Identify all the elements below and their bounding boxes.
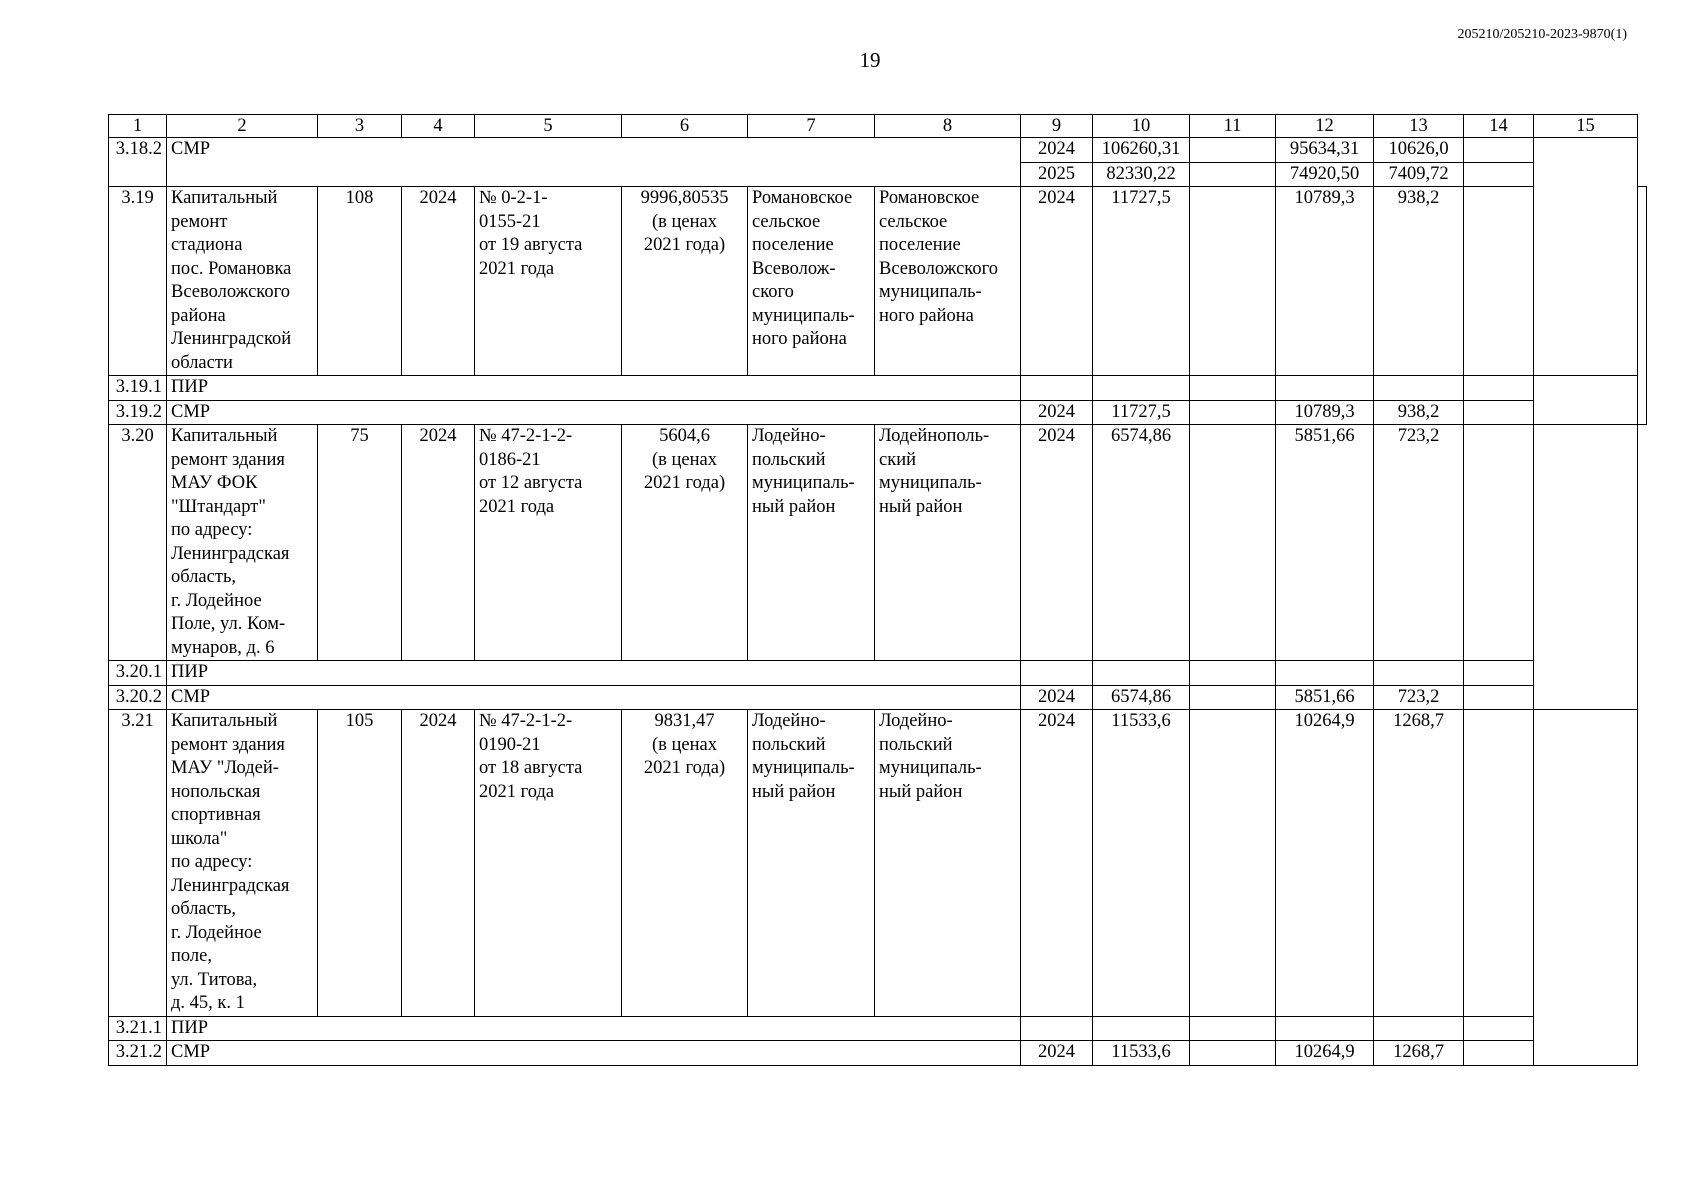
text-line: муниципаль-: [752, 305, 855, 326]
year-cell: 2024: [1021, 710, 1093, 1017]
table-row: [109, 685, 1647, 710]
total-cell: 82330,22: [1093, 162, 1190, 187]
total-cell: 11727,5: [1093, 400, 1190, 425]
expertise-cell: [475, 425, 622, 661]
capacity-cell: 105: [318, 710, 402, 1017]
other-cell: [1464, 400, 1534, 425]
customer-cell: [748, 710, 875, 1017]
text-line: № 47-2-1-2-: [479, 426, 573, 446]
regional-cell: 5851,66: [1276, 685, 1374, 710]
text-line: (в ценах: [652, 449, 717, 470]
text-line: спортивная: [171, 805, 261, 825]
regional-cell: 10789,3: [1276, 400, 1374, 425]
text-line: Капитальный: [171, 711, 278, 731]
other-cell: [1464, 376, 1534, 401]
text-line: 0155-21: [479, 211, 541, 232]
row-number: 3.19: [109, 187, 167, 376]
document-id: 205210/205210-2023-9870(1): [1457, 27, 1627, 42]
local-cell: [1374, 661, 1464, 686]
text-line: 2021 года): [643, 473, 726, 493]
other-cell: [1464, 685, 1534, 710]
estimate-cell: [622, 425, 748, 661]
text-line: ный район: [752, 781, 836, 802]
text-line: "Штандарт": [171, 496, 266, 517]
text-line: польский: [879, 734, 953, 755]
text-line: Лодейно-: [752, 711, 826, 731]
text-line: Романовское: [752, 188, 853, 208]
note-cell: [1638, 187, 1647, 425]
regional-cell: [1276, 1016, 1374, 1041]
regional-cell: [1276, 661, 1374, 686]
text-line: (в ценах: [652, 211, 717, 232]
row-number: 3.21: [109, 710, 167, 1017]
regional-cell: 10264,9: [1276, 710, 1374, 1017]
text-line: от 19 августа: [479, 235, 583, 255]
local-cell: [1374, 376, 1464, 401]
table-row: [109, 138, 1647, 163]
local-cell: 723,2: [1374, 425, 1464, 661]
federal-cell: [1190, 710, 1276, 1017]
customer-cell: [748, 425, 875, 661]
text-line: ный район: [752, 496, 836, 517]
stage-name: СМР: [167, 685, 1021, 710]
local-cell: 938,2: [1374, 187, 1464, 376]
text-line: мунаров, д. 6: [171, 637, 275, 658]
row-number: 3.19.1: [109, 376, 167, 401]
col-header: 7: [748, 115, 875, 138]
other-cell: [1464, 162, 1534, 187]
text-line: 0190-21: [479, 734, 541, 755]
year-start-cell: 2024: [402, 710, 475, 1017]
total-cell: 11727,5: [1093, 187, 1190, 376]
text-line: Ленинградской: [171, 329, 292, 349]
text-line: № 47-2-1-2-: [479, 711, 573, 731]
text-line: ский: [879, 449, 916, 470]
col-header: 1: [109, 115, 167, 138]
year-cell: 2024: [1021, 138, 1093, 163]
text-line: область,: [171, 899, 237, 919]
text-line: Капитальный: [171, 188, 278, 208]
regional-cell: 10264,9: [1276, 1041, 1374, 1066]
text-line: ремонт здания: [171, 734, 285, 755]
note-cell: [1534, 138, 1638, 376]
text-line: область,: [171, 567, 237, 587]
program-table: [108, 114, 1647, 1066]
text-line: Поле, ул. Ком-: [171, 614, 286, 634]
text-line: 0186-21: [479, 449, 541, 470]
regional-cell: [1276, 376, 1374, 401]
col-header: 8: [875, 115, 1021, 138]
row-number: 3.20.2: [109, 685, 167, 710]
text-line: от 18 августа: [479, 758, 583, 778]
text-line: Всеволож-: [752, 258, 836, 279]
text-line: г. Лодейное: [171, 922, 262, 943]
other-cell: [1464, 187, 1534, 376]
text-line: польский: [752, 734, 826, 755]
text-line: муниципаль-: [879, 758, 982, 778]
text-line: Всеволожского: [171, 282, 290, 302]
row-number: 3.20: [109, 425, 167, 661]
stage-name: ПИР: [167, 661, 1021, 686]
total-cell: 106260,31: [1093, 138, 1190, 163]
col-header: 12: [1276, 115, 1374, 138]
other-cell: [1464, 661, 1534, 686]
text-line: муниципаль-: [752, 473, 855, 493]
col-header: 10: [1093, 115, 1190, 138]
text-line: муниципаль-: [879, 282, 982, 302]
total-cell: [1093, 376, 1190, 401]
text-line: пос. Романовка: [171, 258, 292, 279]
text-line: МАУ ФОК: [171, 473, 258, 493]
text-line: ремонт здания: [171, 449, 285, 470]
recipient-cell: [875, 710, 1021, 1017]
text-line: Лодейнополь-: [879, 426, 990, 446]
row-number: 3.21.1: [109, 1016, 167, 1041]
other-cell: [1464, 425, 1534, 661]
other-cell: [1464, 710, 1534, 1017]
stage-name: СМР: [167, 138, 1021, 187]
col-header: 13: [1374, 115, 1464, 138]
text-line: сельское: [752, 211, 821, 232]
recipient-cell: [875, 187, 1021, 376]
federal-cell: [1190, 162, 1276, 187]
table-row: [109, 376, 1647, 401]
table-row: [109, 1016, 1647, 1041]
col-header: 9: [1021, 115, 1093, 138]
local-cell: 938,2: [1374, 400, 1464, 425]
note-cell: [1534, 425, 1638, 710]
year-cell: [1021, 661, 1093, 686]
text-line: МАУ "Лодей-: [171, 758, 279, 778]
year-cell: 2024: [1021, 685, 1093, 710]
federal-cell: [1190, 400, 1276, 425]
text-line: ный район: [879, 496, 963, 517]
text-line: Всеволожского: [879, 258, 998, 279]
text-line: д. 45, к. 1: [171, 993, 245, 1013]
text-line: стадиона: [171, 235, 243, 255]
col-header: 4: [402, 115, 475, 138]
year-cell: 2025: [1021, 162, 1093, 187]
text-line: поселение: [879, 235, 961, 255]
other-cell: [1464, 1041, 1534, 1066]
text-line: Романовское: [879, 188, 980, 208]
object-name: [167, 187, 318, 376]
customer-cell: [748, 187, 875, 376]
capacity-cell: 108: [318, 187, 402, 376]
year-start-cell: 2024: [402, 425, 475, 661]
regional-cell: 74920,50: [1276, 162, 1374, 187]
total-cell: 11533,6: [1093, 1041, 1190, 1066]
year-cell: 2024: [1021, 187, 1093, 376]
total-cell: 11533,6: [1093, 710, 1190, 1017]
capacity-cell: 75: [318, 425, 402, 661]
col-header: 11: [1190, 115, 1276, 138]
stage-name: СМР: [167, 400, 1021, 425]
object-row: [109, 187, 1647, 376]
text-line: ный район: [879, 781, 963, 802]
text-line: поселение: [752, 235, 834, 255]
text-line: (в ценах: [652, 734, 717, 755]
federal-cell: [1190, 685, 1276, 710]
federal-cell: [1190, 138, 1276, 163]
text-line: муниципаль-: [879, 473, 982, 493]
stage-name: СМР: [167, 1041, 1021, 1066]
col-header: 2: [167, 115, 318, 138]
local-cell: 10626,0: [1374, 138, 1464, 163]
text-line: 2021 года: [479, 258, 555, 279]
regional-cell: 95634,31: [1276, 138, 1374, 163]
total-cell: 6574,86: [1093, 425, 1190, 661]
text-line: г. Лодейное: [171, 590, 262, 611]
object-name: [167, 710, 318, 1017]
year-cell: 2024: [1021, 400, 1093, 425]
other-cell: [1464, 138, 1534, 163]
local-cell: 1268,7: [1374, 710, 1464, 1017]
table-row: [109, 661, 1647, 686]
text-line: сельское: [879, 211, 948, 232]
text-line: Лодейно-: [752, 426, 826, 446]
text-line: муниципаль-: [752, 758, 855, 778]
text-line: школа": [171, 828, 228, 849]
text-line: 2021 года): [643, 235, 726, 255]
federal-cell: [1190, 187, 1276, 376]
col-header: 14: [1464, 115, 1534, 138]
estimate-cell: [622, 187, 748, 376]
text-line: нопольская: [171, 781, 261, 802]
regional-cell: 5851,66: [1276, 425, 1374, 661]
federal-cell: [1190, 661, 1276, 686]
year-cell: [1021, 376, 1093, 401]
estimate-cell: [622, 710, 748, 1017]
text-line: польский: [752, 449, 826, 470]
regional-cell: 10789,3: [1276, 187, 1374, 376]
total-cell: [1093, 1016, 1190, 1041]
column-number-row: [109, 115, 1647, 138]
page-number: 19: [859, 48, 881, 72]
text-line: поле,: [171, 946, 212, 966]
note-cell: [1534, 710, 1638, 1066]
other-cell: [1464, 1016, 1534, 1041]
text-line: 2021 года: [479, 781, 555, 802]
col-header: 5: [475, 115, 622, 138]
text-line: ского: [752, 282, 794, 302]
federal-cell: [1190, 1041, 1276, 1066]
federal-cell: [1190, 1016, 1276, 1041]
object-row: [109, 425, 1647, 661]
row-number: 3.19.2: [109, 400, 167, 425]
local-cell: 1268,7: [1374, 1041, 1464, 1066]
text-line: 9831,47: [654, 711, 715, 731]
text-line: 2021 года: [479, 496, 555, 517]
text-line: ного района: [879, 305, 974, 326]
federal-cell: [1190, 425, 1276, 661]
text-line: 5604,6: [659, 426, 710, 446]
year-cell: 2024: [1021, 1041, 1093, 1066]
text-line: Капитальный: [171, 426, 278, 446]
text-line: Лодейно-: [879, 711, 953, 731]
recipient-cell: [875, 425, 1021, 661]
text-line: области: [171, 352, 233, 373]
year-start-cell: 2024: [402, 187, 475, 376]
stage-name: ПИР: [167, 1016, 1021, 1041]
text-line: 2021 года): [643, 758, 726, 778]
col-header: 6: [622, 115, 748, 138]
federal-cell: [1190, 376, 1276, 401]
text-line: от 12 августа: [479, 473, 583, 493]
local-cell: 723,2: [1374, 685, 1464, 710]
stage-name: ПИР: [167, 376, 1021, 401]
total-cell: [1093, 661, 1190, 686]
col-header: 3: [318, 115, 402, 138]
table-row: [109, 1041, 1647, 1066]
text-line: по адресу:: [171, 852, 253, 872]
text-line: № 0-2-1-: [479, 188, 548, 208]
text-line: ул. Титова,: [171, 969, 258, 990]
year-cell: 2024: [1021, 425, 1093, 661]
object-row: [109, 710, 1647, 1017]
object-name: [167, 425, 318, 661]
col-header: 15: [1534, 115, 1638, 138]
row-number: 3.18.2: [109, 138, 167, 187]
table-row: [109, 400, 1647, 425]
total-cell: 6574,86: [1093, 685, 1190, 710]
expertise-cell: [475, 187, 622, 376]
text-line: Ленинградская: [171, 543, 290, 564]
row-number: 3.20.1: [109, 661, 167, 686]
local-cell: 7409,72: [1374, 162, 1464, 187]
year-cell: [1021, 1016, 1093, 1041]
text-line: ного района: [752, 329, 847, 349]
text-line: района: [171, 305, 226, 326]
row-number: 3.21.2: [109, 1041, 167, 1066]
expertise-cell: [475, 710, 622, 1017]
local-cell: [1374, 1016, 1464, 1041]
text-line: 9996,80535: [640, 188, 729, 208]
text-line: Ленинградская: [171, 875, 290, 896]
text-line: ремонт: [171, 211, 228, 232]
text-line: по адресу:: [171, 520, 253, 540]
